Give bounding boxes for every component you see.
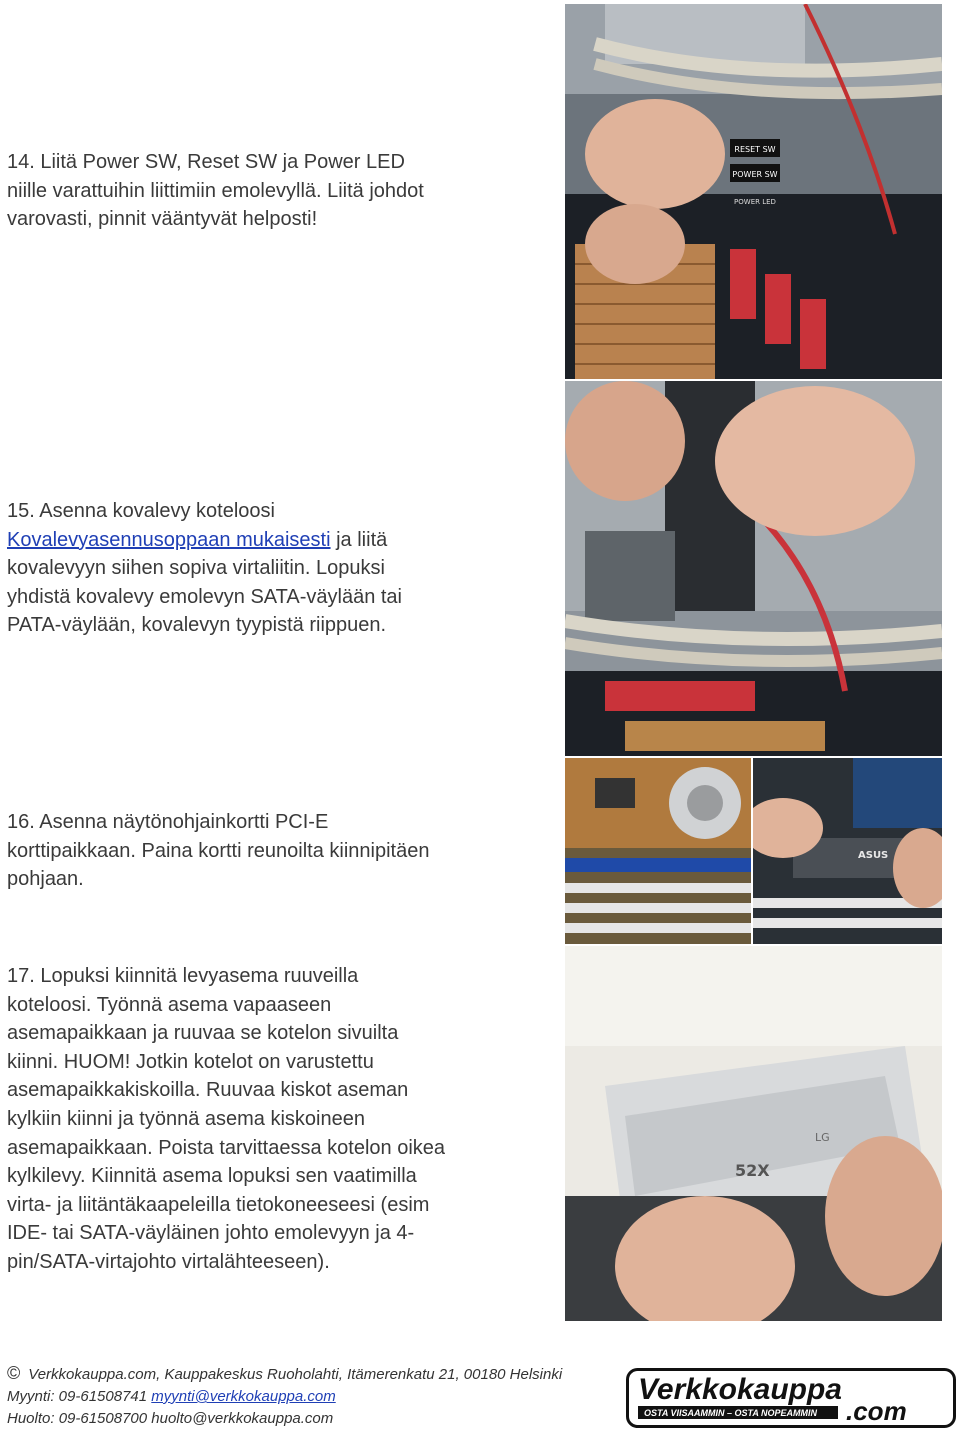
drive-speed-label: 52X bbox=[735, 1161, 770, 1180]
installation-guide-link[interactable]: Kovalevyasennusoppaan mukaisesti bbox=[7, 528, 331, 551]
drive-brand-label: LG bbox=[815, 1131, 830, 1144]
power-sw-label: POWER SW bbox=[732, 170, 778, 179]
logo-tld: .com bbox=[846, 1396, 907, 1426]
step-14-text: 14. Liitä Power SW, Reset SW ja Power LED niille varattuihin liittimiin emolevyllä. Liitä johdot varovasti, pinnit vääntyvät helposti! bbox=[7, 151, 424, 231]
step-15-suffix: ja liitä kovalevyyn siihen sopiva virtaliitin. Lopuksi yhdistä kovalevy emolevyn SATA-väylään tai PATA-väylään, kovalevyn tyypistä riippuen. bbox=[7, 528, 402, 637]
gpu-brand-label: ASUS bbox=[858, 850, 889, 861]
step-17-text: 17. Lopuksi kiinnitä levyasema ruuveilla koteloosi. Työnnä asema vapaaseen asemapaikkaan ja ruuvaa se kotelon sivuilta kiinni. HUOM! Jotkin kotelot on varustettu asemapaikkakiskoilla. Ruuvaa kiskot aseman kylkiin kiinni ja työnnä asema kiskoineen asemapaikkaan. Poista tarvittaessa kotelon oikea kylkilevy. Kiinnitä asema lopuksi sen vaatimilla virta- ja liitäntäkaapeleilla tietokoneeseesi (esim IDE- tai SATA-väyläinen johto emolevyyn ja 4-pin/SATA-virtajohto virtalähteeseen). bbox=[7, 965, 446, 1273]
copyright-symbol: © bbox=[7, 1363, 21, 1383]
verkkokauppa-logo bbox=[626, 1368, 956, 1428]
logo-slogan: OSTA VIISAAMMIN – OSTA NOPEAMMIN bbox=[644, 1408, 818, 1418]
reset-sw-label: RESET SW bbox=[734, 145, 776, 154]
footer-sales-phone: Myynti: 09-61508741 bbox=[7, 1388, 148, 1405]
step-16-text: 16. Asenna näytönohjainkortti PCI-E korttipaikkaan. Paina kortti reunoilta kiinnipitäen pohjaan. bbox=[7, 811, 430, 891]
power-led-label: POWER LED bbox=[734, 198, 776, 206]
footer-service-line: Huolto: 09-61508700 huolto@verkkokauppa.com bbox=[7, 1410, 334, 1427]
footer-sales-line bbox=[7, 1386, 627, 1408]
step-15-prefix: 15. Asenna kovalevy koteloosi bbox=[7, 500, 275, 522]
footer-address: Verkkokauppa.com, Kauppakeskus Ruoholahti, Itämerenkatu 21, 00180 Helsinki bbox=[28, 1366, 563, 1383]
photo-gpu-installed bbox=[753, 758, 942, 944]
footer-contact bbox=[7, 1362, 627, 1430]
photo-front-panel-connectors bbox=[565, 4, 942, 379]
photo-optical-drive bbox=[565, 946, 942, 1321]
sales-email-link[interactable]: myynti@verkkokauppa.com bbox=[151, 1388, 336, 1405]
step-15-text bbox=[7, 497, 447, 640]
photo-hard-drive-cable bbox=[565, 381, 942, 756]
footer-address-line bbox=[7, 1362, 627, 1386]
logo-brand: Verkkokauppa bbox=[638, 1373, 842, 1406]
photo-pcie-slot bbox=[565, 758, 751, 944]
